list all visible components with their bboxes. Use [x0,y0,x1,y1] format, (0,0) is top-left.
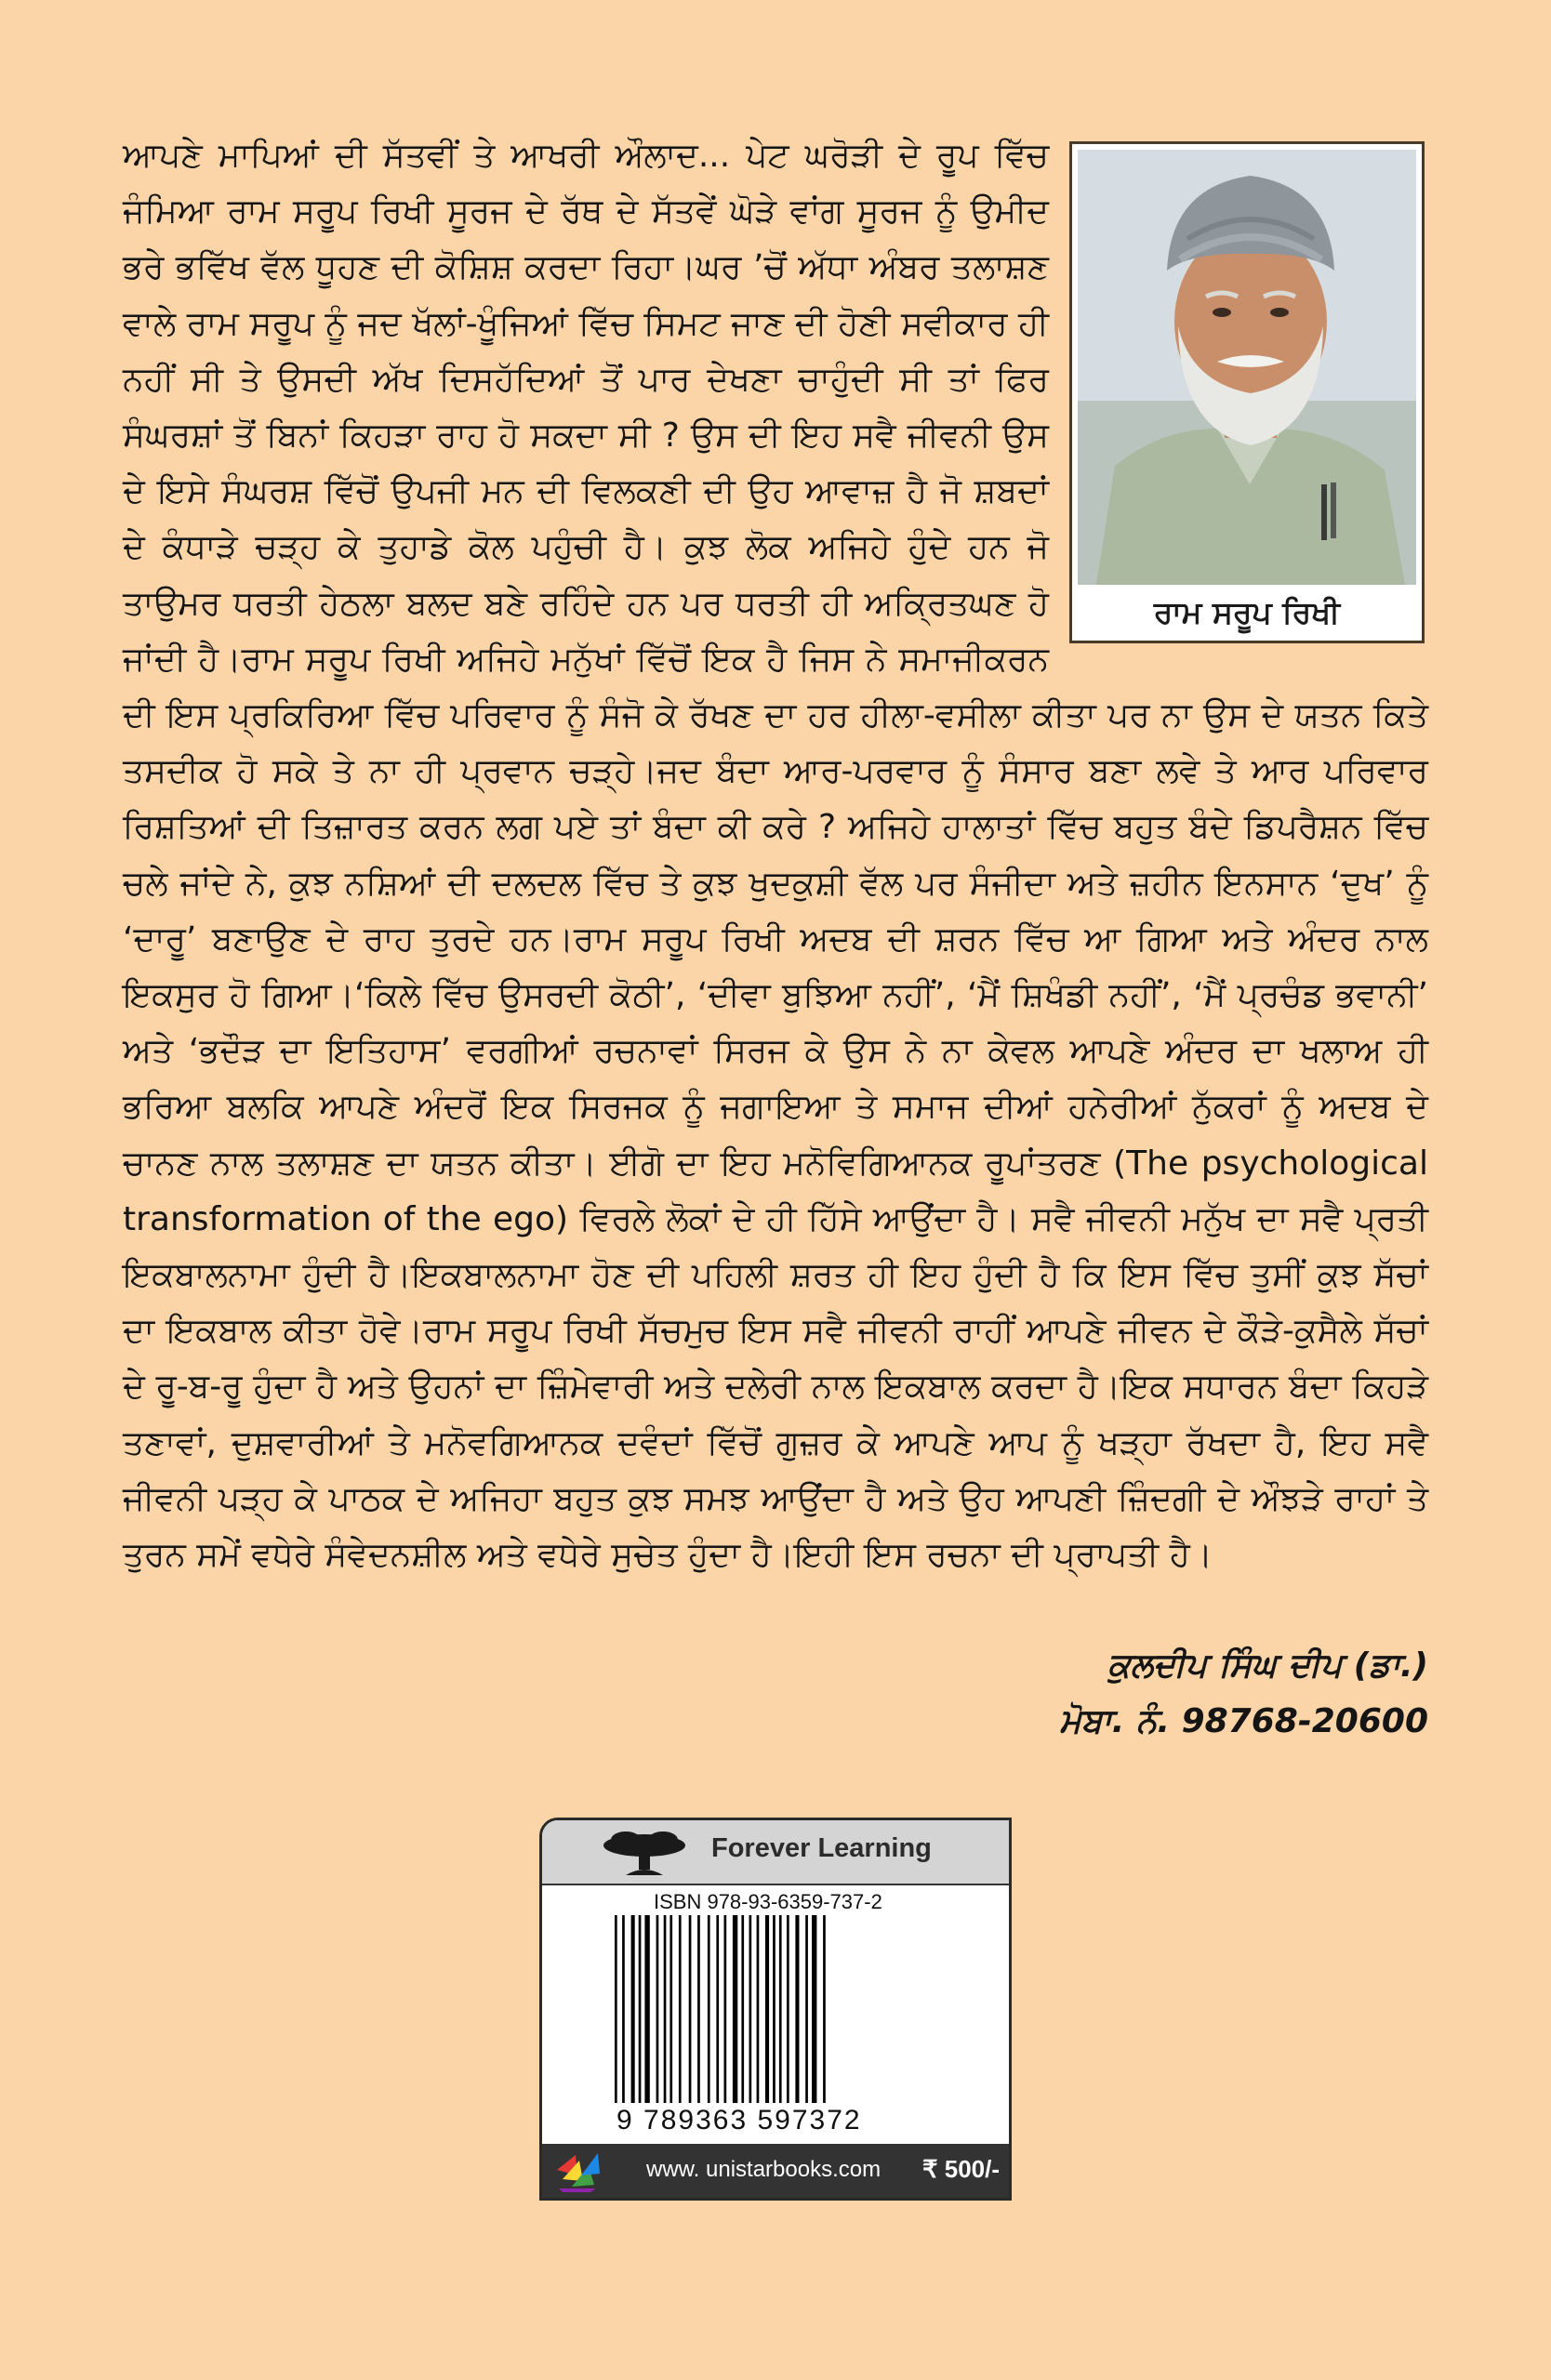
barcode-bar [708,1915,710,2103]
publisher-header [542,1820,1009,1885]
barcode-bar [664,1915,667,2103]
isbn-barcode [611,1915,1001,2103]
barcode-bar [787,1915,789,2103]
barcode-bar [765,1915,769,2103]
blurb-paragraph: ਆਪਣੇ ਮਾਪਿਆਂ ਦੀ ਸੱਤਵੀਂ ਤੇ ਆਖਰੀ ਔਲਾਦ... ਪੇਟ ਘਰੋੜੀ ਦੇ ਰੂਪ ਵਿੱਚ ਜੰਮਿਆ ਰਾਮ ਸਰੂਪ ਰਿਖੀ ਸੂਰਜ ਦੇ ਰੱਥ ਦੇ ਸੱਤਵੇਂ ਘੋੜੇ ਵਾਂਗ ਸੂਰਜ ਨੂੰ ਉਮੀਦ ਭਰੇ ਭਵਿੱਖ ਵੱਲ ਧੂਹਣ ਦੀ ਕੋਸ਼ਿਸ਼ ਕਰਦਾ ਰਿਹਾ।ਘਰ ’ਚੋਂ ਅੱਧਾ ਅੰਬਰ ਤਲਾਸ਼ਣ ਵਾਲੇ ਰਾਮ ਸਰੂਪ ਨੂੰ ਜਦ ਖੱਲਾਂ-ਖੂੰਜਿਆਂ ਵਿੱਚ ਸਿਮਟ ਜਾਣ ਦੀ ਹੋਣੀ ਸਵੀਕਾਰ ਹੀ ਨਹੀਂ ਸੀ ਤੇ ਉਸਦੀ ਅੱਖ ਦਿਸਹੱਦਿਆਂ ਤੋਂ ਪਾਰ ਦੇਖਣਾ ਚਾਹੁੰਦੀ ਸੀ ਤਾਂ ਫਿਰ ਸੰਘਰਸ਼ਾਂ ਤੋਂ ਬਿਨਾਂ ਕਿਹੜਾ ਰਾਹ ਹੋ ਸਕਦਾ ਸੀ ? ਉਸ ਦੀ ਇਹ ਸਵੈ ਜੀਵਨੀ ਉਸ ਦੇ ਇਸੇ ਸੰਘਰਸ਼ ਵਿੱਚੋਂ ਉਪਜੀ ਮਨ ਦੀ ਵਿਲਕਣੀ ਦੀ ਉਹ ਆਵਾਜ਼ ਹੈ ਜੋ ਸ਼ਬਦਾਂ ਦੇ ਕੰਧਾੜੇ ਚੜ੍ਹ ਕੇ ਤੁਹਾਡੇ ਕੋਲ ਪਹੁੰਚੀ ਹੈ। ਕੁਝ ਲੋਕ ਅਜਿਹੇ ਹੁੰਦੇ ਹਨ ਜੋ ਤਾਉਮਰ ਧਰਤੀ ਹੇਠਲਾ ਬਲਦ ਬਣੇ ਰਹਿੰਦੇ ਹਨ ਪਰ ਧਰਤੀ ਹੀ ਅਕ੍ਰਿਤਘਣ ਹੋ ਜਾਂਦੀ ਹੈ।ਰਾਮ ਸਰੂਪ ਰਿਖੀ ਅਜਿਹੇ ਮਨੁੱਖਾਂ ਵਿੱਚੋਂ ਇਕ ਹੈ ਜਿਸ ਨੇ ਸਮਾਜੀਕਰਨ ਦੀ ਇਸ ਪ੍ਰਕਿਰਿਆ ਵਿੱਚ ਪਰਿਵਾਰ ਨੂੰ ਸੰਜੋ ਕੇ ਰੱਖਣ ਦਾ ਹਰ ਹੀਲਾ-ਵਸੀਲਾ ਕੀਤਾ ਪਰ ਨਾ ਉਸ ਦੇ ਯਤਨ ਕਿਤੇ ਤਸਦੀਕ ਹੋ ਸਕੇ ਤੇ ਨਾ ਹੀ ਪ੍ਰਵਾਨ ਚੜ੍ਹੇ।ਜਦ ਬੰਦਾ ਆਰ-ਪਰਵਾਰ ਨੂੰ ਸੰਸਾਰ ਬਣਾ ਲਵੇ ਤੇ ਆਰ ਪਰਿਵਾਰ ਰਿਸ਼ਤਿਆਂ ਦੀ ਤਿਜ਼ਾਰਤ ਕਰਨ ਲਗ ਪਏ ਤਾਂ ਬੰਦਾ ਕੀ ਕਰੇ ? ਅਜਿਹੇ ਹਾਲਾਤਾਂ ਵਿੱਚ ਬਹੁਤ ਬੰਦੇ ਡਿਪਰੈਸ਼ਨ ਵਿੱਚ ਚਲੇ ਜਾਂਦੇ ਨੇ, ਕੁਝ ਨਸ਼ਿਆਂ ਦੀ ਦਲਦਲ ਵਿੱਚ ਤੇ ਕੁਝ ਖੁਦਕੁਸ਼ੀ ਵੱਲ ਪਰ ਸੰਜੀਦਾ ਅਤੇ ਜ਼ਹੀਨ ਇਨਸਾਨ ‘ਦੁਖ’ ਨੂੰ ‘ਦਾਰੂ’ ਬਣਾਉਣ ਦੇ ਰਾਹ ਤੁਰਦੇ ਹਨ।ਰਾਮ ਸਰੂਪ ਰਿਖੀ ਅਦਬ ਦੀ ਸ਼ਰਨ ਵਿੱਚ ਆ ਗਿਆ ਅਤੇ ਅੰਦਰ ਨਾਲ ਇਕਸੁਰ ਹੋ ਗਿਆ।‘ਕਿਲੇ ਵਿੱਚ ਉਸਰਦੀ ਕੋਠੀ’, ‘ਦੀਵਾ ਬੁਝਿਆ ਨਹੀਂ’, ‘ਮੈਂ ਸ਼ਿਖੰਡੀ ਨਹੀਂ’, ‘ਮੈਂ ਪ੍ਰਚੰਡ ਭਵਾਨੀ’ ਅਤੇ ‘ਭਦੌੜ ਦਾ ਇਤਿਹਾਸ’ ਵਰਗੀਆਂ ਰਚਨਾਵਾਂ ਸਿਰਜ ਕੇ ਉਸ ਨੇ ਨਾ ਕੇਵਲ ਆਪਣੇ ਅੰਦਰ ਦਾ ਖਲਾਅ ਹੀ ਭਰਿਆ ਬਲਕਿ ਆਪਣੇ ਅੰਦਰੋਂ ਇਕ ਸਿਰਜਕ ਨੂੰ ਜਗਾਇਆ ਤੇ ਸਮਾਜ ਦੀਆਂ ਹਨੇਰੀਆਂ ਨੁੱਕਰਾਂ ਨੂੰ ਅਦਬ ਦੇ ਚਾਨਣ ਨਾਲ ਤਲਾਸ਼ਣ ਦਾ ਯਤਨ ਕੀਤਾ। ਈਗੋ ਦਾ ਇਹ ਮਨੋਵਿਗਿਆਨਕ ਰੂਪਾਂਤਰਣ (The psychological transformation of the ego) ਵਿਰਲੇ ਲੋਕਾਂ ਦੇ ਹੀ ਹਿੱਸੇ ਆਉਂਦਾ ਹੈ। ਸਵੈ ਜੀਵਨੀ ਮਨੁੱਖ ਦਾ ਸਵੈ ਪ੍ਰਤੀ ਇਕਬਾਲਨਾਮਾ ਹੁੰਦੀ ਹੈ।ਇਕਬਾਲਨਾਮਾ ਹੋਣ ਦੀ ਪਹਿਲੀ ਸ਼ਰਤ ਹੀ ਇਹ ਹੁੰਦੀ ਹੈ ਕਿ ਇਸ ਵਿੱਚ ਤੁਸੀਂ ਕੁਝ ਸੱਚਾਂ ਦਾ ਇਕਬਾਲ ਕੀਤਾ ਹੋਵੇ।ਰਾਮ ਸਰੂਪ ਰਿਖੀ ਸੱਚਮੁਚ ਇਸ ਸਵੈ ਜੀਵਨੀ ਰਾਹੀਂ ਆਪਣੇ ਜੀਵਨ ਦੇ ਕੌੜੇ-ਕੁਸੈਲੇ ਸੱਚਾਂ ਦੇ ਰੂ-ਬ-ਰੂ ਹੁੰਦਾ ਹੈ ਅਤੇ ਉਹਨਾਂ ਦਾ ਜ਼ਿੰਮੇਵਾਰੀ ਅਤੇ ਦਲੇਰੀ ਨਾਲ ਇਕਬਾਲ ਕਰਦਾ ਹੈ।ਇਕ ਸਧਾਰਨ ਬੰਦਾ ਕਿਹੜੇ ਤਣਾਵਾਂ, ਦੁਸ਼ਵਾਰੀਆਂ ਤੇ ਮਨੋਵਗਿਆਨਕ ਦਵੰਦਾਂ ਵਿੱਚੋਂ ਗੁਜ਼ਰ ਕੇ ਆਪਣੇ ਆਪ ਨੂੰ ਖੜ੍ਹਾ ਰੱਖਦਾ ਹੈ, ਇਹ ਸਵੈ ਜੀਵਨੀ ਪੜ੍ਹ ਕੇ ਪਾਠਕ ਦੇ ਅਜਿਹਾ ਬਹੁਤ ਕੁਝ ਸਮਝ ਆਉਂਦਾ ਹੈ ਅਤੇ ਉਹ ਆਪਣੀ ਜ਼ਿੰਦਗੀ ਦੇ ਔਝੜੇ ਰਾਹਾਂ ਤੇ ਤੁਰਨ ਸਮੇਂ ਵਧੇਰੇ ਸੰਵੇਦਨਸ਼ੀਲ ਅਤੇ ਵਧੇਰੇ ਸੁਚੇਤ ਹੁੰਦਾ ਹੈ।ਇਹੀ ਇਸ ਰਚਨਾ ਦੀ ਪ੍ਰਾਪਤੀ ਹੈ। [123,137,1428,1575]
barcode-bar [733,1915,737,2103]
books-logo-icon [553,2148,602,2194]
photo-wrap-spacer [1049,128,1428,660]
tree-logo-icon [598,1823,691,1881]
barcode-digits: 9 789363 597372 [616,2105,862,2135]
barcode-panel [539,1818,1012,2201]
barcode-bar [697,1915,700,2103]
barcode-bar [741,1915,744,2103]
barcode-bar [795,1915,799,2103]
barcode-bar [716,1915,719,2103]
barcode-bar [679,1915,682,2103]
barcode-bar [779,1915,782,2103]
signature-block [1059,1638,1428,1750]
publisher-slogan: Forever Learning [711,1833,932,1863]
barcode-bar [805,1915,808,2103]
signature-phone: ਮੋਬਾ. ਨੰ. 98768-20600 [1059,1702,1428,1740]
barcode-bar [823,1915,826,2103]
barcode-bar [615,1915,617,2103]
barcode-bar [631,1915,635,2103]
barcode-bar [622,1915,625,2103]
barcode-bar [812,1915,816,2103]
barcode-bar [757,1915,760,2103]
barcode-bar [689,1915,692,2103]
barcode-bar [669,1915,672,2103]
blurb-text-block [123,128,1428,1583]
barcode-bar [644,1915,649,2103]
author-photo-caption: ਰਾਮ ਸਰੂਪ ਰਿਖੀ [1153,594,1341,630]
barcode-bar [773,1915,776,2103]
publisher-footer [542,2144,1009,2198]
barcode-bar [656,1915,659,2103]
isbn-text: ISBN 978-93-6359-737-2 [654,1890,882,1913]
signature-name: ਕੁਲਦੀਪ ਸਿੰਘ ਦੀਪ (ਡਾ.) [1107,1646,1428,1685]
barcode-bar [724,1915,727,2103]
book-price: ₹ 500/- [921,2155,1000,2183]
barcode-bar [639,1915,642,2103]
publisher-website: www. unistarbooks.com [646,2157,882,2182]
barcode-bar [749,1915,752,2103]
